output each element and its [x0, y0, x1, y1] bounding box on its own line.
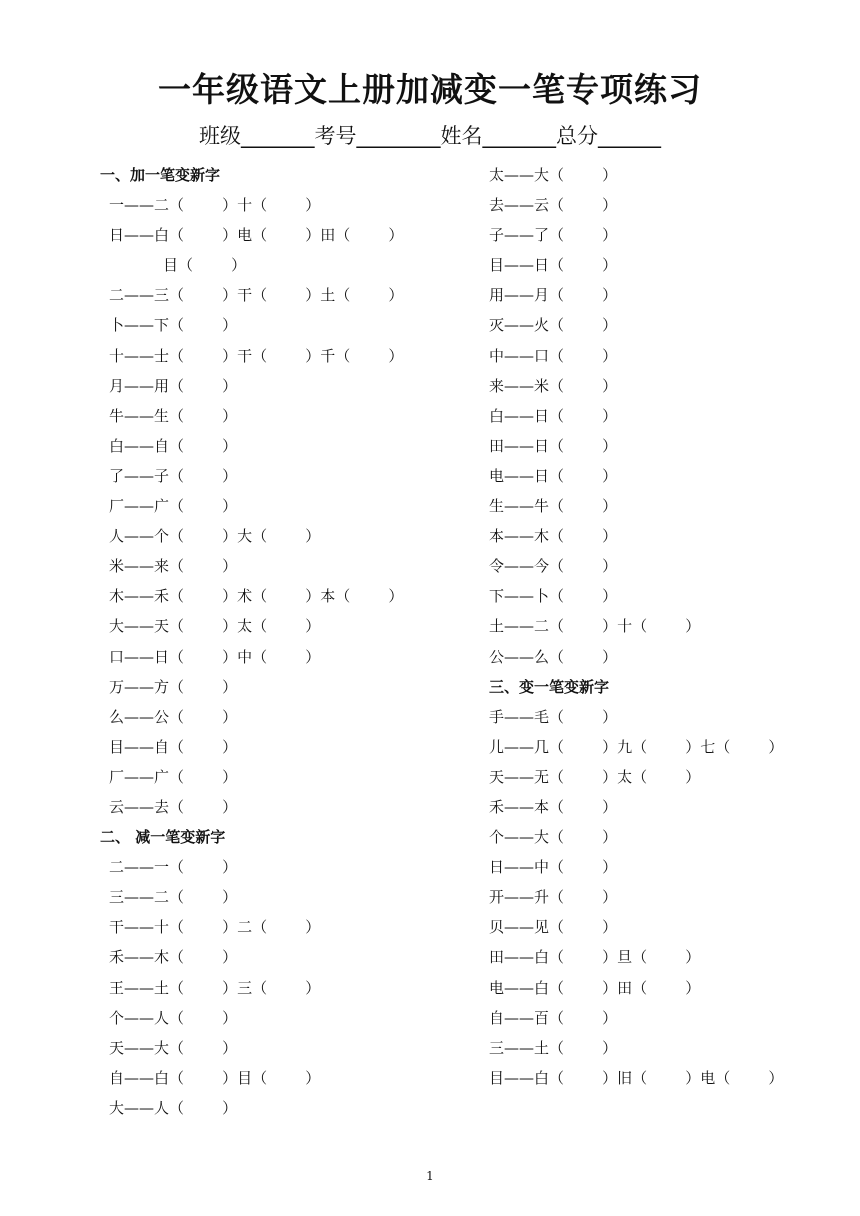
exercise-item: 本——木（ ）: [489, 527, 618, 546]
exercise-item: 田——日（ ）: [489, 436, 618, 455]
exercise-item: 厂——广（ ）: [109, 497, 238, 516]
exercise-item: 一——二（ ）十（ ）: [109, 196, 321, 215]
exercise-item: 自——白（ ）目（ ）: [109, 1068, 321, 1087]
section-heading: 三、变一笔变新字: [489, 677, 610, 696]
exercise-item: 白——日（ ）: [489, 406, 618, 425]
exercise-item: 儿——几（ ）九（ ）七（ ）: [489, 737, 784, 756]
section-heading: 一、加一笔变新字: [100, 166, 221, 184]
exercise-item: 手——毛（ ）: [489, 707, 618, 726]
exercise-item: 禾——本（ ）: [489, 797, 618, 816]
exercise-item: 个——人（ ）: [109, 1008, 238, 1027]
exercise-item: 来——米（ ）: [489, 376, 618, 395]
exercise-item: 电——白（ ）田（ ）: [489, 978, 701, 997]
exercise-item: 电——日（ ）: [489, 466, 618, 485]
right-column: [489, 160, 849, 1093]
exercise-item: 个——大（ ）: [489, 828, 618, 847]
exercise-item: 月——用（ ）: [109, 376, 238, 395]
exercise-item: 令——今（ ）: [489, 557, 618, 576]
exercise-item: 三——二（ ）: [109, 888, 238, 907]
exercise-item: 二——一（ ）: [109, 858, 238, 877]
exercise-item: 禾——木（ ）: [109, 948, 238, 967]
exercise-item: 三——土（ ）: [489, 1038, 618, 1057]
exercise-item: 目——日（ ）: [489, 256, 618, 275]
exercise-item: 目——自（ ）: [109, 737, 238, 756]
exercise-item: 二——三（ ）干（ ）土（ ）: [109, 286, 404, 305]
left-column: [100, 160, 480, 1123]
exercise-item: 天——无（ ）太（ ）: [489, 767, 701, 786]
exercise-item: 去——云（ ）: [489, 196, 618, 215]
exercise-item: 日——中（ ）: [489, 858, 618, 877]
student-info-line: 班级_______考号________姓名_______总分______: [199, 124, 661, 148]
exercise-item: 干——十（ ）二（ ）: [109, 918, 321, 937]
exercise-item: 了——子（ ）: [109, 466, 238, 485]
exercise-item: 厂——广（ ）: [109, 767, 238, 786]
exercise-item: 十——士（ ）干（ ）千（ ）: [109, 346, 404, 365]
exercise-item: 白——自（ ）: [109, 436, 238, 455]
exercise-item: 牛——生（ ）: [109, 406, 238, 425]
exercise-item: 万——方（ ）: [109, 677, 238, 696]
exercise-item: 用——月（ ）: [489, 286, 618, 305]
exercise-item: 目（ ）: [163, 256, 247, 275]
exercise-item: 么——公（ ）: [109, 707, 238, 726]
exercise-item: 生——牛（ ）: [489, 497, 618, 516]
page-title: 一年级语文上册加减变一笔专项练习: [158, 70, 702, 109]
exercise-item: 公——么（ ）: [489, 647, 618, 666]
exercise-item: 自——百（ ）: [489, 1008, 618, 1027]
exercise-item: 太——大（ ）: [489, 166, 618, 184]
exercise-item: 田——白（ ）旦（ ）: [489, 948, 701, 967]
exercise-item: 米——来（ ）: [109, 557, 238, 576]
exercise-item: 目——白（ ）旧（ ）电（ ）: [489, 1068, 784, 1087]
section-heading: 二、 减一笔变新字: [100, 828, 226, 847]
exercise-item: 卜——下（ ）: [109, 316, 238, 335]
exercise-item: 日——白（ ）电（ ）田（ ）: [109, 226, 404, 245]
exercise-item: 贝——见（ ）: [489, 918, 618, 937]
exercise-item: 王——土（ ）三（ ）: [109, 978, 321, 997]
exercise-item: 中——口（ ）: [489, 346, 618, 365]
exercise-item: 大——天（ ）太（ ）: [109, 617, 321, 636]
exercise-item: 子——了（ ）: [489, 226, 618, 245]
exercise-item: 下——卜（ ）: [489, 587, 618, 606]
exercise-item: 土——二（ ）十（ ）: [489, 617, 701, 636]
exercise-item: 木——禾（ ）术（ ）本（ ）: [109, 587, 404, 606]
exercise-item: 天——大（ ）: [109, 1038, 238, 1057]
exercise-item: 灭——火（ ）: [489, 316, 618, 335]
exercise-item: 大——人（ ）: [109, 1098, 238, 1117]
exercise-item: 开——升（ ）: [489, 888, 618, 907]
exercise-item: 口——日（ ）中（ ）: [109, 647, 321, 666]
page-number: 1: [426, 1169, 434, 1183]
exercise-item: 人——个（ ）大（ ）: [109, 527, 321, 546]
exercise-item: 云——去（ ）: [109, 797, 238, 816]
